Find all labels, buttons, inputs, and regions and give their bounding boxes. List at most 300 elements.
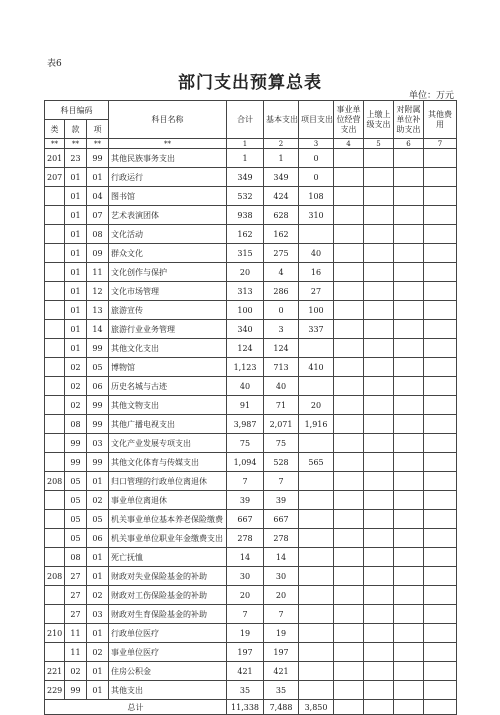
empty-cell xyxy=(394,662,424,681)
empty-cell xyxy=(364,282,394,301)
header-code: 科目编码 xyxy=(45,101,109,120)
empty-cell xyxy=(364,643,394,662)
empty-cell xyxy=(364,491,394,510)
code-lei xyxy=(45,396,65,415)
empty-cell xyxy=(424,377,457,396)
amount-project xyxy=(299,472,334,491)
amount-total: 35 xyxy=(227,681,264,700)
amount-project: 0 xyxy=(299,168,334,187)
empty-cell xyxy=(334,662,364,681)
amount-total: 91 xyxy=(227,396,264,415)
empty-cell xyxy=(364,662,394,681)
amount-project: 1,916 xyxy=(299,415,334,434)
header-project: 项目支出 xyxy=(299,101,334,139)
subject-name: 机关事业单位职业年金缴费支出 xyxy=(109,529,227,548)
header-stars: ** xyxy=(109,139,227,149)
code-xiang: 03 xyxy=(87,605,109,624)
subject-name: 群众文化 xyxy=(109,244,227,263)
code-xiang: 99 xyxy=(87,415,109,434)
empty-cell xyxy=(364,415,394,434)
code-xiang: 01 xyxy=(87,681,109,700)
amount-project xyxy=(299,529,334,548)
unit-label: 单位：万元 xyxy=(408,91,454,101)
empty-cell xyxy=(424,453,457,472)
empty-cell xyxy=(364,624,394,643)
table-row xyxy=(45,624,457,643)
empty-cell xyxy=(394,225,424,244)
code-lei xyxy=(45,263,65,282)
amount-project: 20 xyxy=(299,396,334,415)
amount-total: 14 xyxy=(227,548,264,567)
total-empty-cell xyxy=(394,700,424,715)
amount-total: 340 xyxy=(227,320,264,339)
amount-project xyxy=(299,643,334,662)
amount-total: 197 xyxy=(227,643,264,662)
table-row xyxy=(45,282,457,301)
empty-cell xyxy=(334,149,364,168)
amount-basic: 14 xyxy=(264,548,299,567)
empty-cell xyxy=(394,605,424,624)
empty-cell xyxy=(424,681,457,700)
empty-cell xyxy=(334,681,364,700)
amount-project xyxy=(299,434,334,453)
code-xiang: 01 xyxy=(87,567,109,586)
code-lei xyxy=(45,206,65,225)
amount-project: 108 xyxy=(299,187,334,206)
code-kuan: 27 xyxy=(65,567,87,586)
header-other: 其他费用 xyxy=(424,101,457,139)
amount-basic: 75 xyxy=(264,434,299,453)
code-xiang: 06 xyxy=(87,529,109,548)
code-kuan: 11 xyxy=(65,643,87,662)
empty-cell xyxy=(334,358,364,377)
code-kuan: 08 xyxy=(65,548,87,567)
header-shiye: 事业单位经营支出 xyxy=(334,101,364,139)
code-lei xyxy=(45,529,65,548)
total-basic: 7,488 xyxy=(264,700,299,715)
table-row xyxy=(45,320,457,339)
empty-cell xyxy=(424,282,457,301)
empty-cell xyxy=(424,434,457,453)
table-row xyxy=(45,415,457,434)
empty-cell xyxy=(364,472,394,491)
table-row xyxy=(45,510,457,529)
table-row xyxy=(45,586,457,605)
table-row xyxy=(45,244,457,263)
code-lei xyxy=(45,187,65,206)
code-lei xyxy=(45,282,65,301)
amount-basic: 39 xyxy=(264,491,299,510)
empty-cell xyxy=(394,206,424,225)
code-xiang: 01 xyxy=(87,662,109,681)
empty-cell xyxy=(334,415,364,434)
table-row xyxy=(45,434,457,453)
amount-basic: 19 xyxy=(264,624,299,643)
code-xiang: 02 xyxy=(87,586,109,605)
code-lei: 221 xyxy=(45,662,65,681)
table-row xyxy=(45,187,457,206)
code-lei: 207 xyxy=(45,168,65,187)
empty-cell xyxy=(364,206,394,225)
amount-basic: 30 xyxy=(264,567,299,586)
amount-total: 3,987 xyxy=(227,415,264,434)
empty-cell xyxy=(364,434,394,453)
empty-cell xyxy=(394,301,424,320)
empty-cell xyxy=(334,396,364,415)
amount-basic: 1 xyxy=(264,149,299,168)
code-lei xyxy=(45,548,65,567)
header-stars: ** xyxy=(87,139,109,149)
empty-cell xyxy=(424,301,457,320)
empty-cell xyxy=(334,605,364,624)
amount-project xyxy=(299,225,334,244)
total-empty-cell xyxy=(334,700,364,715)
code-kuan: 99 xyxy=(65,681,87,700)
table-row xyxy=(45,529,457,548)
empty-cell xyxy=(424,472,457,491)
amount-project: 565 xyxy=(299,453,334,472)
amount-basic: 528 xyxy=(264,453,299,472)
subject-name: 博物馆 xyxy=(109,358,227,377)
header-xiang: 项 xyxy=(87,120,109,139)
empty-cell xyxy=(334,529,364,548)
code-xiang: 08 xyxy=(87,225,109,244)
header-col-number: 3 xyxy=(299,139,334,149)
amount-basic: 424 xyxy=(264,187,299,206)
code-kuan: 05 xyxy=(65,510,87,529)
code-kuan: 01 xyxy=(65,168,87,187)
amount-total: 7 xyxy=(227,605,264,624)
amount-project xyxy=(299,605,334,624)
total-row xyxy=(45,700,457,715)
empty-cell xyxy=(334,491,364,510)
empty-cell xyxy=(334,244,364,263)
empty-cell xyxy=(364,320,394,339)
amount-basic: 2,071 xyxy=(264,415,299,434)
empty-cell xyxy=(424,491,457,510)
code-kuan: 02 xyxy=(65,377,87,396)
total-empty-cell xyxy=(364,700,394,715)
code-kuan: 99 xyxy=(65,453,87,472)
amount-total: 532 xyxy=(227,187,264,206)
empty-cell xyxy=(364,168,394,187)
code-lei xyxy=(45,244,65,263)
subject-name: 住房公积金 xyxy=(109,662,227,681)
amount-basic: 713 xyxy=(264,358,299,377)
amount-basic: 275 xyxy=(264,244,299,263)
code-kuan: 01 xyxy=(65,339,87,358)
code-lei xyxy=(45,320,65,339)
amount-total: 20 xyxy=(227,263,264,282)
page-title: 部门支出预算总表 xyxy=(178,73,322,93)
code-xiang: 99 xyxy=(87,149,109,168)
code-lei xyxy=(45,586,65,605)
empty-cell xyxy=(364,548,394,567)
empty-cell xyxy=(364,567,394,586)
empty-cell xyxy=(394,149,424,168)
header-basic: 基本支出 xyxy=(264,101,299,139)
amount-basic: 7 xyxy=(264,605,299,624)
table-row xyxy=(45,358,457,377)
empty-cell xyxy=(394,358,424,377)
empty-cell xyxy=(334,320,364,339)
amount-project xyxy=(299,510,334,529)
subject-name: 其他文化体育与传媒支出 xyxy=(109,453,227,472)
empty-cell xyxy=(364,244,394,263)
amount-basic: 71 xyxy=(264,396,299,415)
expenditure-table xyxy=(44,100,457,715)
subject-name: 其他广播电视支出 xyxy=(109,415,227,434)
code-xiang: 09 xyxy=(87,244,109,263)
code-kuan: 01 xyxy=(65,282,87,301)
empty-cell xyxy=(334,339,364,358)
amount-total: 100 xyxy=(227,301,264,320)
amount-total: 667 xyxy=(227,510,264,529)
table-row xyxy=(45,605,457,624)
amount-total: 7 xyxy=(227,472,264,491)
empty-cell xyxy=(334,548,364,567)
empty-cell xyxy=(424,358,457,377)
subject-name: 文化产业发展专项支出 xyxy=(109,434,227,453)
empty-cell xyxy=(394,187,424,206)
empty-cell xyxy=(364,510,394,529)
empty-cell xyxy=(394,643,424,662)
empty-cell xyxy=(364,339,394,358)
empty-cell xyxy=(394,472,424,491)
empty-cell xyxy=(424,244,457,263)
amount-basic: 421 xyxy=(264,662,299,681)
subject-name: 机关事业单位基本养老保险缴费 xyxy=(109,510,227,529)
empty-cell xyxy=(424,529,457,548)
empty-cell xyxy=(424,548,457,567)
subject-name: 文化创作与保护 xyxy=(109,263,227,282)
empty-cell xyxy=(424,396,457,415)
empty-cell xyxy=(364,453,394,472)
table-row xyxy=(45,681,457,700)
empty-cell xyxy=(394,624,424,643)
code-kuan: 01 xyxy=(65,263,87,282)
code-kuan: 08 xyxy=(65,415,87,434)
code-xiang: 03 xyxy=(87,434,109,453)
empty-cell xyxy=(364,149,394,168)
amount-basic: 628 xyxy=(264,206,299,225)
table-row xyxy=(45,453,457,472)
amount-project xyxy=(299,624,334,643)
header-shangjiao: 上缴上级支出 xyxy=(364,101,394,139)
empty-cell xyxy=(394,320,424,339)
empty-cell xyxy=(334,453,364,472)
amount-project: 40 xyxy=(299,244,334,263)
amount-project: 410 xyxy=(299,358,334,377)
amount-basic: 349 xyxy=(264,168,299,187)
empty-cell xyxy=(334,643,364,662)
empty-cell xyxy=(394,567,424,586)
header-kuan: 款 xyxy=(65,120,87,139)
code-lei xyxy=(45,377,65,396)
code-xiang: 02 xyxy=(87,643,109,662)
amount-basic: 0 xyxy=(264,301,299,320)
code-xiang: 14 xyxy=(87,320,109,339)
amount-total: 1,123 xyxy=(227,358,264,377)
subject-name: 图书馆 xyxy=(109,187,227,206)
subject-name: 事业单位医疗 xyxy=(109,643,227,662)
code-kuan: 01 xyxy=(65,187,87,206)
table-row xyxy=(45,643,457,662)
empty-cell xyxy=(394,491,424,510)
table-row xyxy=(45,225,457,244)
amount-basic: 4 xyxy=(264,263,299,282)
amount-total: 124 xyxy=(227,339,264,358)
table-row xyxy=(45,491,457,510)
empty-cell xyxy=(394,263,424,282)
code-xiang: 02 xyxy=(87,491,109,510)
amount-total: 39 xyxy=(227,491,264,510)
subject-name: 归口管理的行政单位离退休 xyxy=(109,472,227,491)
empty-cell xyxy=(334,187,364,206)
code-kuan: 27 xyxy=(65,605,87,624)
empty-cell xyxy=(394,377,424,396)
header-stars: ** xyxy=(65,139,87,149)
empty-cell xyxy=(394,396,424,415)
table-row xyxy=(45,263,457,282)
empty-cell xyxy=(364,396,394,415)
amount-project xyxy=(299,662,334,681)
amount-project xyxy=(299,567,334,586)
empty-cell xyxy=(394,244,424,263)
subject-name: 旅游行业业务管理 xyxy=(109,320,227,339)
code-lei: 201 xyxy=(45,149,65,168)
empty-cell xyxy=(424,225,457,244)
empty-cell xyxy=(394,548,424,567)
code-xiang: 13 xyxy=(87,301,109,320)
code-lei: 208 xyxy=(45,567,65,586)
table-row xyxy=(45,206,457,225)
empty-cell xyxy=(424,415,457,434)
header-total: 合计 xyxy=(227,101,264,139)
empty-cell xyxy=(424,168,457,187)
table-row xyxy=(45,396,457,415)
amount-basic: 3 xyxy=(264,320,299,339)
empty-cell xyxy=(364,225,394,244)
amount-basic: 7 xyxy=(264,472,299,491)
table-row xyxy=(45,301,457,320)
amount-basic: 162 xyxy=(264,225,299,244)
code-xiang: 99 xyxy=(87,453,109,472)
code-lei xyxy=(45,358,65,377)
empty-cell xyxy=(424,605,457,624)
code-xiang: 05 xyxy=(87,510,109,529)
amount-total: 19 xyxy=(227,624,264,643)
header-fuzhu: 对附属单位补助支出 xyxy=(394,101,424,139)
table-number: 表6 xyxy=(47,59,62,69)
empty-cell xyxy=(424,263,457,282)
empty-cell xyxy=(364,586,394,605)
code-lei xyxy=(45,225,65,244)
empty-cell xyxy=(394,168,424,187)
empty-cell xyxy=(394,510,424,529)
code-xiang: 05 xyxy=(87,358,109,377)
code-kuan: 01 xyxy=(65,206,87,225)
amount-project: 27 xyxy=(299,282,334,301)
code-xiang: 11 xyxy=(87,263,109,282)
subject-name: 其他民族事务支出 xyxy=(109,149,227,168)
subject-name: 其他文物支出 xyxy=(109,396,227,415)
empty-cell xyxy=(394,339,424,358)
amount-basic: 20 xyxy=(264,586,299,605)
amount-total: 30 xyxy=(227,567,264,586)
code-xiang: 04 xyxy=(87,187,109,206)
empty-cell xyxy=(424,339,457,358)
code-kuan: 05 xyxy=(65,491,87,510)
code-xiang: 06 xyxy=(87,377,109,396)
empty-cell xyxy=(394,529,424,548)
code-xiang: 99 xyxy=(87,396,109,415)
code-kuan: 23 xyxy=(65,149,87,168)
code-kuan: 01 xyxy=(65,225,87,244)
amount-basic: 124 xyxy=(264,339,299,358)
amount-total: 315 xyxy=(227,244,264,263)
header-col-number: 7 xyxy=(424,139,457,149)
amount-project: 310 xyxy=(299,206,334,225)
amount-total: 938 xyxy=(227,206,264,225)
code-lei: 208 xyxy=(45,472,65,491)
empty-cell xyxy=(334,282,364,301)
empty-cell xyxy=(334,263,364,282)
subject-name: 行政单位医疗 xyxy=(109,624,227,643)
empty-cell xyxy=(334,206,364,225)
header-stars: ** xyxy=(45,139,65,149)
empty-cell xyxy=(334,225,364,244)
amount-basic: 667 xyxy=(264,510,299,529)
amount-project xyxy=(299,377,334,396)
subject-name: 历史名城与古迹 xyxy=(109,377,227,396)
amount-basic: 286 xyxy=(264,282,299,301)
code-kuan: 27 xyxy=(65,586,87,605)
amount-total: 20 xyxy=(227,586,264,605)
empty-cell xyxy=(424,149,457,168)
empty-cell xyxy=(424,624,457,643)
amount-project xyxy=(299,339,334,358)
code-xiang: 12 xyxy=(87,282,109,301)
total-empty-cell xyxy=(424,700,457,715)
total-label: 总计 xyxy=(45,700,227,715)
empty-cell xyxy=(394,586,424,605)
empty-cell xyxy=(364,301,394,320)
empty-cell xyxy=(334,168,364,187)
code-kuan: 02 xyxy=(65,396,87,415)
header-col-number: 1 xyxy=(227,139,264,149)
header-lei: 类 xyxy=(45,120,65,139)
code-lei xyxy=(45,605,65,624)
subject-name: 财政对工伤保险基金的补助 xyxy=(109,586,227,605)
total-amount: 11,338 xyxy=(227,700,264,715)
amount-total: 162 xyxy=(227,225,264,244)
empty-cell xyxy=(334,586,364,605)
header-col-number: 2 xyxy=(264,139,299,149)
empty-cell xyxy=(364,529,394,548)
code-lei xyxy=(45,301,65,320)
amount-basic: 35 xyxy=(264,681,299,700)
subject-name: 文化活动 xyxy=(109,225,227,244)
empty-cell xyxy=(424,187,457,206)
code-xiang: 01 xyxy=(87,168,109,187)
table-row xyxy=(45,168,457,187)
empty-cell xyxy=(424,643,457,662)
empty-cell xyxy=(394,434,424,453)
amount-total: 1 xyxy=(227,149,264,168)
header-col-number: 6 xyxy=(394,139,424,149)
empty-cell xyxy=(424,586,457,605)
